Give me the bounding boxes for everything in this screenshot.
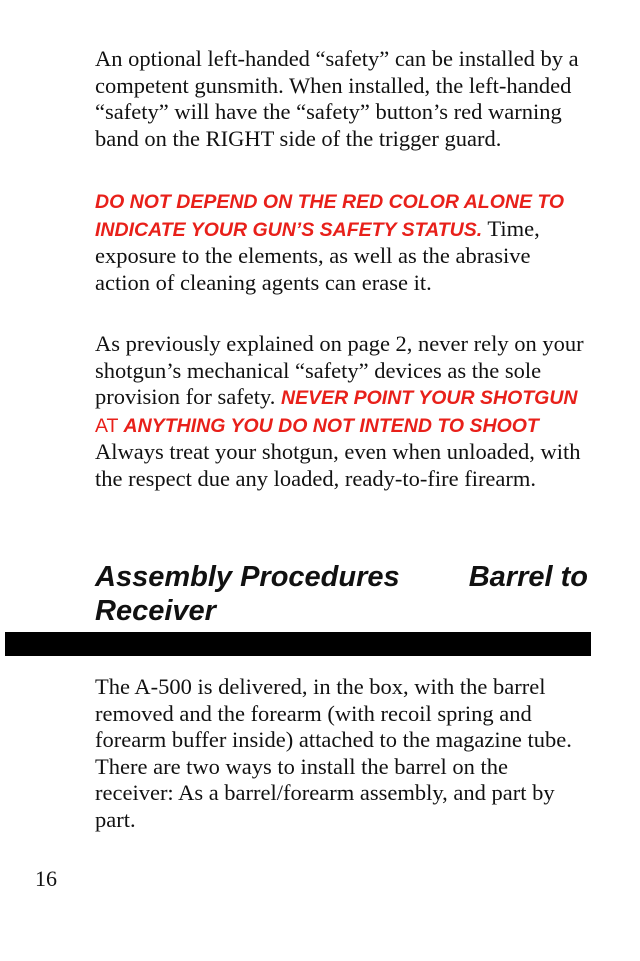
page-number: 16 bbox=[35, 866, 57, 891]
safety-paragraph bbox=[95, 46, 590, 152]
section-heading-left: Assembly Procedures bbox=[95, 561, 400, 593]
section-heading-right: Barrel to bbox=[468, 561, 588, 593]
safety-paragraph-text: An optional left-handed “safety” can be installed by a competent gunsmith. When installed, the left-handed “safety” will have the “safety” button’s red warning band on the RIGHT side of the trigger guard. bbox=[95, 46, 579, 151]
mechanical-safety-text: As previously explained on page 2, never rely on your shotgun’s mechanical “safety” devices as the sole provision for safety. bbox=[95, 331, 584, 409]
never-point-warning-at: AT bbox=[95, 414, 124, 437]
never-point-warning: NEVER POINT YOUR SHOTGUN bbox=[281, 387, 578, 409]
red-color-warning-paragraph bbox=[95, 188, 590, 296]
mechanical-safety-text-end: Always treat your shotgun, even when unloaded, with the respect due any loaded, ready-to-fire firearm. bbox=[95, 439, 581, 491]
mechanical-safety-paragraph bbox=[95, 331, 590, 492]
red-color-warning: DO NOT DEPEND ON THE RED COLOR ALONE TO INDICATE YOUR GUN’S SAFETY STATUS. bbox=[95, 191, 565, 241]
assembly-paragraph-text: The A-500 is delivered, in the box, with the barrel removed and the forearm (with recoil spring and forearm buffer inside) attached to the magazine tube. There are two ways to install the barrel on the receiver: As a barrel/forearm assembly, and part by part. bbox=[95, 674, 572, 832]
section-heading bbox=[95, 560, 590, 628]
never-point-warning-continued: ANYTHING YOU DO NOT INTEND TO SHOOT bbox=[123, 414, 539, 437]
section-divider-bar bbox=[5, 632, 591, 656]
section-heading-line2: Receiver bbox=[95, 595, 216, 627]
assembly-paragraph bbox=[95, 674, 590, 833]
red-color-warning-text: Time, exposure to the elements, as well as the abrasive action of cleaning agents can erase it. bbox=[95, 215, 540, 295]
